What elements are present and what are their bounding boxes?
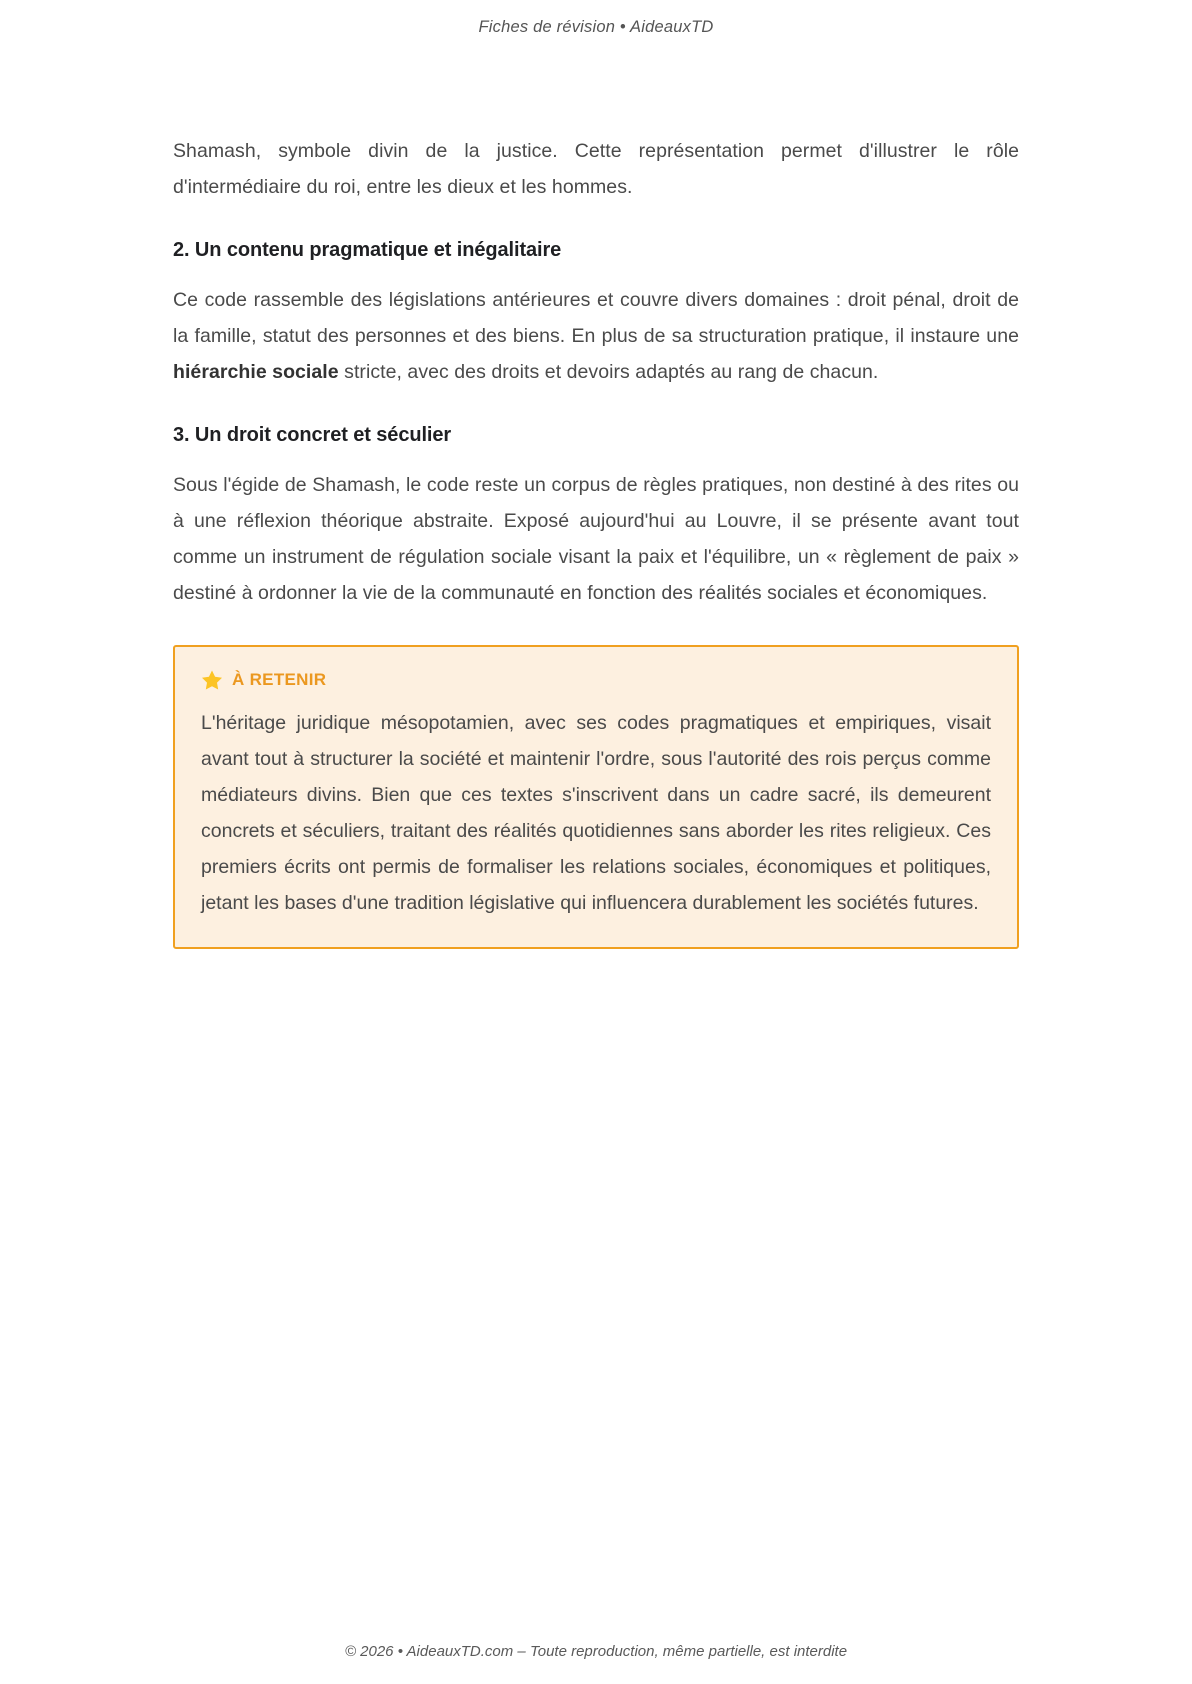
callout-body-text: L'héritage juridique mésopotamien, avec ses codes pragmatiques et empiriques, visait avant tout à structurer la société et maintenir l'ordre, sous l'autorité des rois perçus comme médiateurs divins. Bien que ces textes s'inscrivent dans un cadre sacré, ils demeurent concrets et séculiers, traitant des réalités quotidiennes sans aborder les rites religieux. Ces premiers écrits ont permis de formaliser les relations sociales, économiques et politiques, jetant les bases d'une tradition législative qui influencera durablement les sociétés futures.	[201, 712, 991, 914]
star-icon	[201, 669, 223, 691]
callout-box-a-retenir	[173, 645, 1019, 949]
document-footer	[0, 1643, 1192, 1660]
document-content	[173, 37, 1019, 949]
callout-header	[201, 669, 991, 691]
callout-title: À RETENIR	[232, 670, 327, 689]
intro-paragraph: Shamash, symbole divin de la justice. Cette représentation permet d'illustrer le rôle d'intermédiaire du roi, entre les dieux et les hommes.	[173, 140, 1019, 198]
running-header	[0, 0, 1192, 37]
section-2-paragraph	[173, 282, 1019, 390]
section-2-text-part1: Ce code rassemble des législations antérieures et couvre divers domaines : droit pénal, droit de la famille, statut des personnes et des biens. En plus de sa structuration pratique, il instaure une	[173, 289, 1019, 347]
section-heading-2: 2. Un contenu pragmatique et inégalitaire	[173, 239, 562, 261]
section-2-emphasis: hiérarchie sociale	[173, 361, 339, 383]
section-2-text-part2: stricte, avec des droits et devoirs adaptés au rang de chacun.	[338, 361, 879, 383]
section-3-paragraph: Sous l'égide de Shamash, le code reste un corpus de règles pratiques, non destiné à des rites ou à une réflexion théorique abstraite. Exposé aujourd'hui au Louvre, il se présente avant tout comme un instrument de régulation sociale visant la paix et l'équilibre, un « règlement de paix » destiné à ordonner la vie de la communauté en fonction des réalités sociales et économiques.	[173, 474, 1019, 604]
running-header-text: Fiches de révision • AideauxTD	[478, 18, 714, 36]
footer-copyright-text: © 2026 • AideauxTD.com – Toute reproduction, même partielle, est interdite	[344, 1643, 848, 1660]
section-heading-3: 3. Un droit concret et séculier	[173, 424, 452, 446]
